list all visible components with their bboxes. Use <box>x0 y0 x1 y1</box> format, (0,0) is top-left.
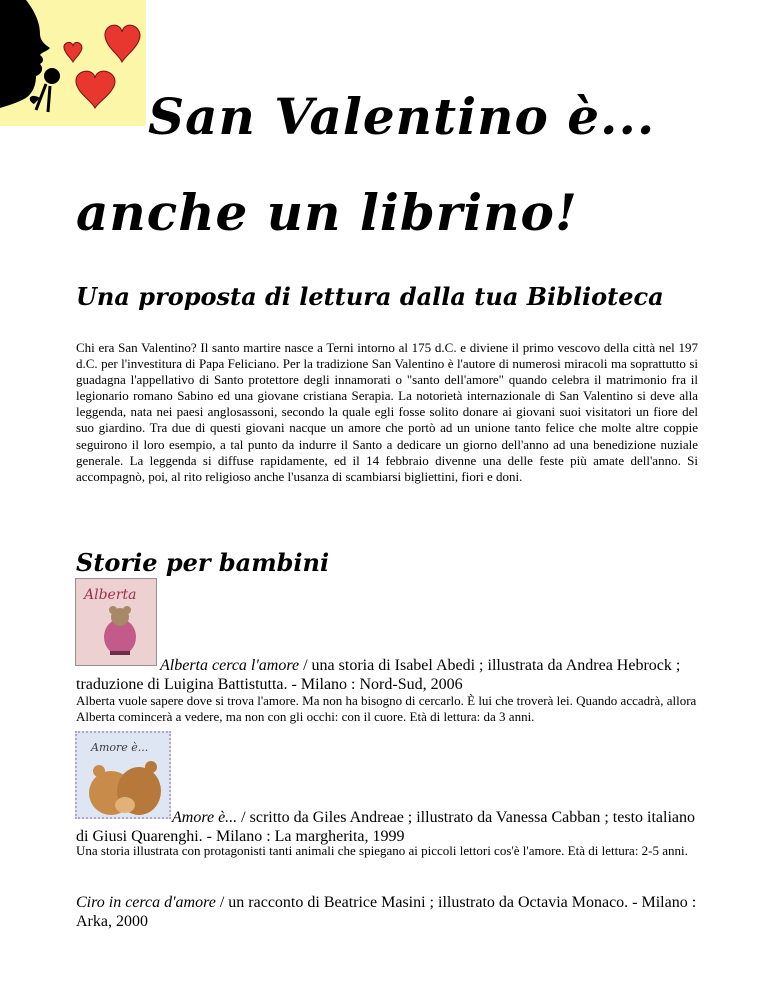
silhouette-hearts-icon <box>0 0 146 126</box>
book-description-alberta: Alberta vuole sapere dove si trova l'amore. Ma non ha bisogno di cercarlo. È lui che troverà lei. Quando accadrà, allora Alberta comincerà a vedere, ma non con gli occhi: con il cuore. Età di lettura: da 3 anni. <box>76 693 697 724</box>
page-subtitle: Una proposta di lettura dalla tua Biblioteca <box>76 282 664 311</box>
bears-illustration-icon <box>77 733 169 817</box>
book-details: / una storia di Isabel Abedi ; illustrata da Andrea Hebrock ; traduzione di Luigina Battistutta. - Milano : Nord-Sud, 2006 <box>76 657 681 693</box>
cover-title-text: Alberta <box>84 587 137 603</box>
valentine-clipart <box>0 0 146 126</box>
page-title-line-2: anche un librino! <box>76 183 578 242</box>
mouse-illustration-icon <box>76 579 156 665</box>
book-details: / un racconto di Beatrice Masini ; illustrato da Octavia Monaco. - Milano : Arka, 2000 <box>76 894 697 930</box>
section-title: Storie per bambini <box>76 548 330 577</box>
book-entry-alberta <box>76 656 698 694</box>
book-entry-amore <box>76 808 698 846</box>
intro-paragraph: Chi era San Valentino? Il santo martire nasce a Terni intorno al 175 d.C. e diviene il primo vescovo della città nel 197 d.C. per l'investitura di Papa Feliciano. Per la tradizione San Valentino è l'autore di numerosi miracoli ma soprattutto si guadagna l'appellativo di Santo protettore degli innamorati o "santo dell'amore" quando celebra il matrimonio fra il legionario romano Sabino ed una giovane cristiana Serapia. La notorietà internazionale di San Valentino si deve alla leggenda, nata nei paesi anglosassoni, secondo la quale egli fosse solito donare ai giovani suoi visitatori un fiore del suo giardino. Tra due di questi giovani nacque un amore che portò ad un unione tanto felice che molte altre coppie seguirono il loro esempio, a tal punto da indurre il Santo a dedicare un giorno dell'anno ad una benedizione nuziale generale. La leggenda si diffuse rapidamente, ed il 14 febbraio divenne una delle feste più amate dell'anno. Si accompagnò, poi, al rito religioso anche l'usanza di scambiarsi bigliettini, fiori e doni. <box>76 340 698 484</box>
book-entry-ciro <box>76 893 698 931</box>
book-details: / scritto da Giles Andreae ; illustrato da Vanessa Cabban ; testo italiano di Giusi Quarenghi. - Milano : La margherita, 1999 <box>76 809 695 845</box>
book-title: Alberta cerca l'amore <box>160 657 300 674</box>
page-title-line-1: San Valentino è... <box>148 87 656 146</box>
book-description-amore: Una storia illustrata con protagonisti tanti animali che spiegano ai piccoli lettori cos'è l'amore. Età di lettura: 2-5 anni. <box>76 843 688 858</box>
book-title: Amore è... <box>172 809 238 826</box>
cover-title-text: Amore è... <box>91 741 149 754</box>
book-title: Ciro in cerca d'amore <box>76 894 216 911</box>
book-cover-amore <box>75 731 171 819</box>
book-cover-alberta <box>75 578 157 666</box>
